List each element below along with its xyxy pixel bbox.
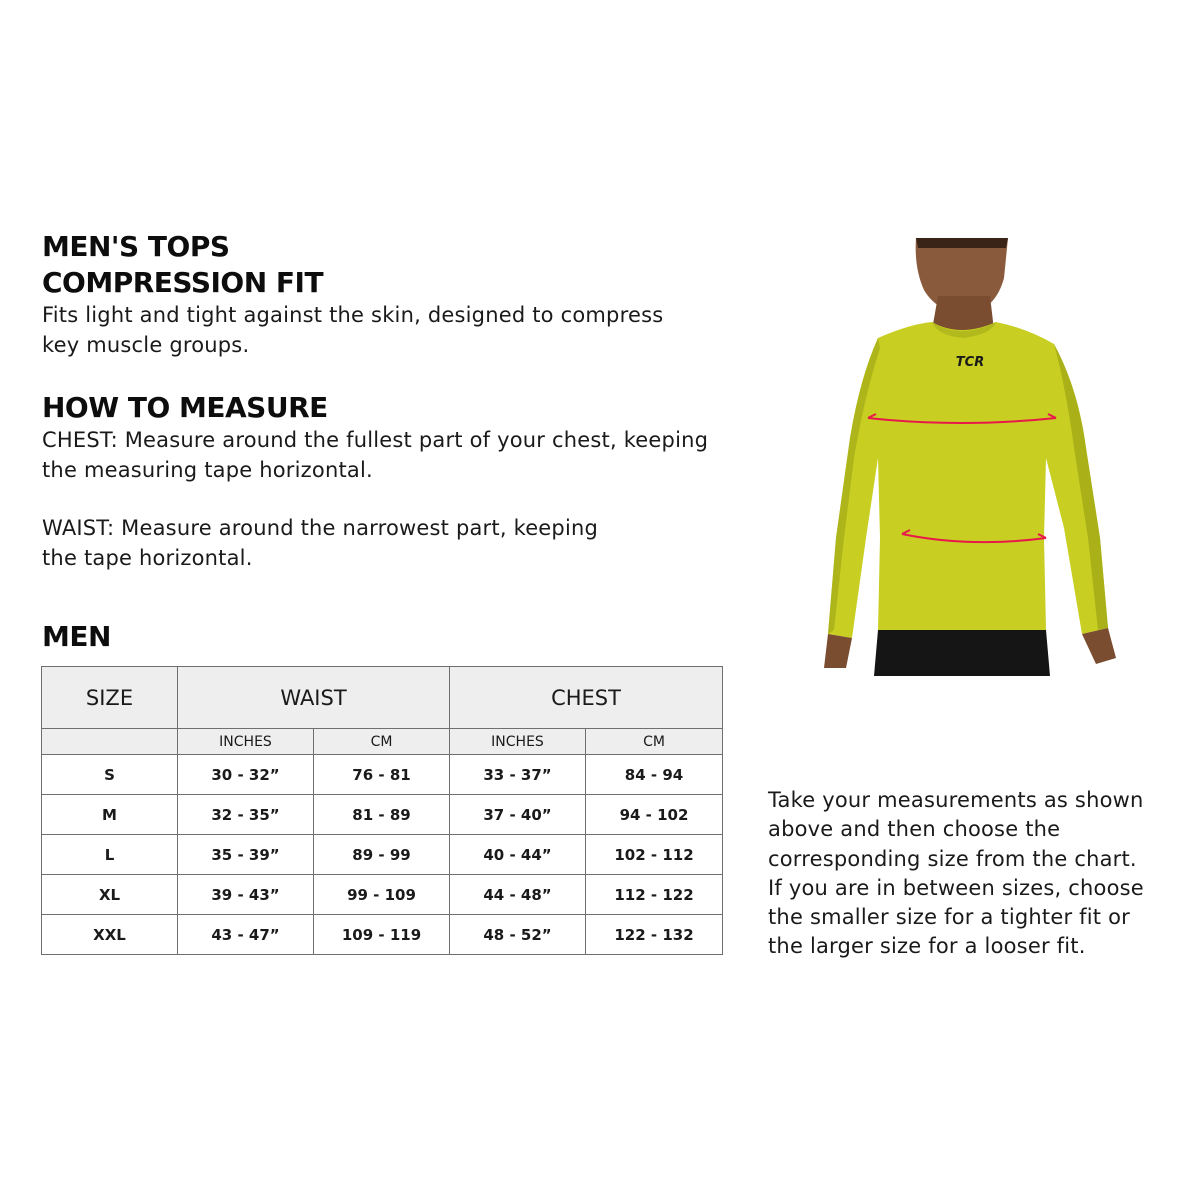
instructions-line: If you are in between sizes, choose	[768, 875, 1144, 900]
waist-inches-cell: 30 - 32”	[178, 755, 314, 795]
fit-description	[42, 300, 663, 360]
chest-instructions-line: CHEST: Measure around the fullest part of your chest, keeping	[42, 428, 709, 452]
size-selection-instructions	[768, 786, 1144, 962]
waist-inches-subheader: INCHES	[178, 729, 314, 755]
model-photo	[820, 238, 1120, 676]
waist-inches-cell: 32 - 35”	[178, 795, 314, 835]
instructions-line: Take your measurements as shown	[768, 788, 1144, 812]
waist-inches-cell: 35 - 39”	[178, 835, 314, 875]
size-table-title: MEN	[42, 620, 111, 653]
table-subheader-row	[42, 729, 723, 755]
waist-cm-subheader: CM	[314, 729, 450, 755]
chest-inches-cell: 44 - 48”	[450, 875, 586, 915]
chest-cm-cell: 102 - 112	[586, 835, 723, 875]
table-row	[42, 795, 723, 835]
chest-cm-cell: 94 - 102	[586, 795, 723, 835]
size-cell: XL	[42, 875, 178, 915]
fit-type-title: COMPRESSION FIT	[42, 266, 324, 299]
size-cell: S	[42, 755, 178, 795]
chest-inches-cell: 48 - 52”	[450, 915, 586, 955]
chest-inches-cell: 40 - 44”	[450, 835, 586, 875]
fit-description-line: Fits light and tight against the skin, designed to compress	[42, 303, 664, 327]
chest-cm-cell: 112 - 122	[586, 875, 723, 915]
chest-inches-cell: 33 - 37”	[450, 755, 586, 795]
page-title: MEN'S TOPS	[42, 230, 230, 263]
waist-instructions-line: WAIST: Measure around the narrowest part, keeping	[42, 516, 599, 540]
waist-cm-cell: 109 - 119	[314, 915, 450, 955]
waist-instructions-line: the tape horizontal.	[42, 546, 253, 570]
chest-column-header: CHEST	[450, 667, 723, 729]
table-row	[42, 915, 723, 955]
chest-cm-cell: 84 - 94	[586, 755, 723, 795]
fit-description-line: key muscle groups.	[42, 333, 250, 357]
instructions-line: the smaller size for a tighter fit or	[768, 905, 1130, 930]
shirt-logo: TCR	[955, 355, 985, 370]
size-chart-table	[41, 666, 723, 955]
waist-inches-cell: 43 - 47”	[178, 915, 314, 955]
waist-cm-cell: 89 - 99	[314, 835, 450, 875]
size-cell: L	[42, 835, 178, 875]
empty-subheader-cell	[42, 729, 178, 755]
how-to-measure-title: HOW TO MEASURE	[42, 391, 328, 424]
waist-column-header: WAIST	[178, 667, 450, 729]
instructions-line: above and then choose the	[768, 817, 1061, 842]
waist-instructions	[42, 513, 598, 573]
size-cell: XXL	[42, 915, 178, 955]
chest-cm-subheader: CM	[586, 729, 723, 755]
table-row	[42, 755, 723, 795]
model-shorts	[874, 630, 1050, 676]
chest-inches-subheader: INCHES	[450, 729, 586, 755]
table-header-row	[42, 667, 723, 729]
chest-instructions-line: the measuring tape horizontal.	[42, 458, 373, 482]
chest-instructions	[42, 425, 708, 485]
chest-cm-cell: 122 - 132	[586, 915, 723, 955]
size-cell: M	[42, 795, 178, 835]
table-row	[42, 875, 723, 915]
model-neck	[932, 296, 994, 330]
waist-inches-cell: 39 - 43”	[178, 875, 314, 915]
chest-inches-cell: 37 - 40”	[450, 795, 586, 835]
instructions-line: corresponding size from the chart.	[768, 846, 1137, 871]
waist-cm-cell: 76 - 81	[314, 755, 450, 795]
waist-cm-cell: 99 - 109	[314, 875, 450, 915]
instructions-line: the larger size for a looser fit.	[768, 934, 1086, 959]
table-row	[42, 835, 723, 875]
size-column-header: SIZE	[42, 667, 178, 729]
waist-cm-cell: 81 - 89	[314, 795, 450, 835]
